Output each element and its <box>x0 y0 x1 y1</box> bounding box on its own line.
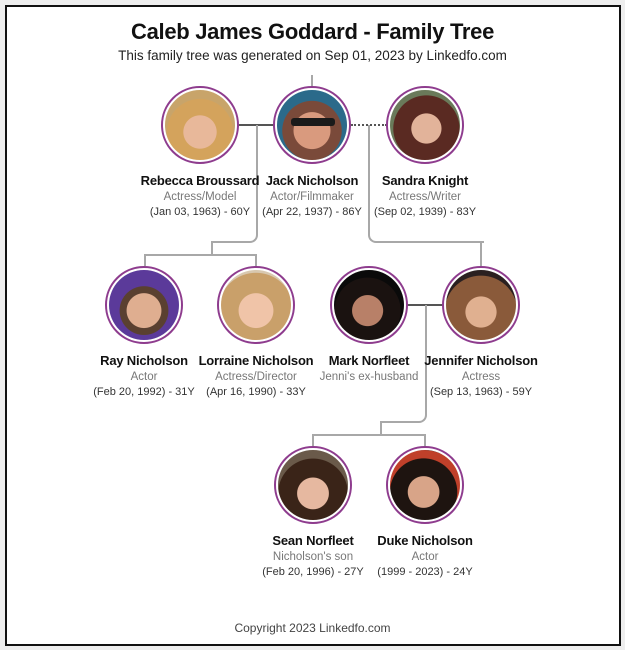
avatar <box>217 266 295 344</box>
connector-to-sean <box>312 434 314 446</box>
person-duke-nicholson[interactable] <box>360 446 490 578</box>
person-name: Ray Nicholson <box>100 353 188 368</box>
person-name: Duke Nicholson <box>377 533 473 548</box>
avatar <box>386 446 464 524</box>
person-ray-nicholson[interactable] <box>79 266 209 398</box>
page-title: Caleb James Goddard - Family Tree <box>130 19 494 44</box>
person-role: Actress/Model <box>163 191 237 203</box>
page-subtitle: This family tree was generated on Sep 01, 2023 by Linkedfo.com <box>118 48 507 63</box>
person-mark-norfleet[interactable] <box>304 266 434 386</box>
person-dates: (Sep 02, 1939) - 83Y <box>373 206 477 218</box>
copyright-footer: Copyright 2023 Linkedfo.com <box>234 621 391 635</box>
connector-to-duke <box>424 434 426 446</box>
person-sean-norfleet[interactable] <box>248 446 378 578</box>
avatar <box>274 446 352 524</box>
person-name: Rebecca Broussard <box>140 173 260 188</box>
avatar <box>273 86 351 164</box>
person-name: Lorraine Nicholson <box>198 353 314 368</box>
person-dates: (Apr 16, 1990) - 33Y <box>206 386 306 398</box>
person-dates: (Jan 03, 1963) - 60Y <box>149 206 251 218</box>
avatar <box>161 86 239 164</box>
person-dates: (Feb 20, 1996) - 27Y <box>262 566 364 578</box>
person-role: Actor/Filmmaker <box>270 191 354 203</box>
person-jennifer-nicholson[interactable] <box>416 266 546 398</box>
person-role: Actor <box>130 371 158 383</box>
connector-to-ray <box>144 254 146 266</box>
person-sandra-knight[interactable] <box>360 86 490 218</box>
connector-children-bar <box>144 254 257 256</box>
connector-children-bar-2 <box>312 434 426 436</box>
person-name: Jennifer Nicholson <box>424 353 538 368</box>
person-name: Sean Norfleet <box>272 533 354 548</box>
person-lorraine-nicholson[interactable] <box>191 266 321 398</box>
connector-to-lorraine <box>255 254 257 266</box>
person-rebecca-broussard[interactable] <box>135 86 265 218</box>
person-role: Actress/Director <box>215 371 297 383</box>
person-dates: (1999 - 2023) - 24Y <box>377 566 473 578</box>
person-name: Sandra Knight <box>381 173 469 188</box>
avatar <box>386 86 464 164</box>
avatar <box>442 266 520 344</box>
person-role: Actress/Writer <box>389 191 461 203</box>
person-role: Nicholson's son <box>272 551 354 563</box>
connector-to-jennifer <box>480 241 482 266</box>
person-dates: (Feb 20, 1992) - 31Y <box>93 386 195 398</box>
person-jack-nicholson[interactable] <box>247 86 377 218</box>
person-role: Actress <box>461 371 501 383</box>
person-name: Jack Nicholson <box>265 173 359 188</box>
person-dates: (Apr 22, 1937) - 86Y <box>262 206 362 218</box>
person-dates: (Sep 13, 1963) - 59Y <box>429 386 533 398</box>
person-role: Actor <box>411 551 439 563</box>
person-role: Jenni's ex-husband <box>319 371 419 383</box>
avatar <box>105 266 183 344</box>
person-name: Mark Norfleet <box>328 353 410 368</box>
avatar <box>330 266 408 344</box>
